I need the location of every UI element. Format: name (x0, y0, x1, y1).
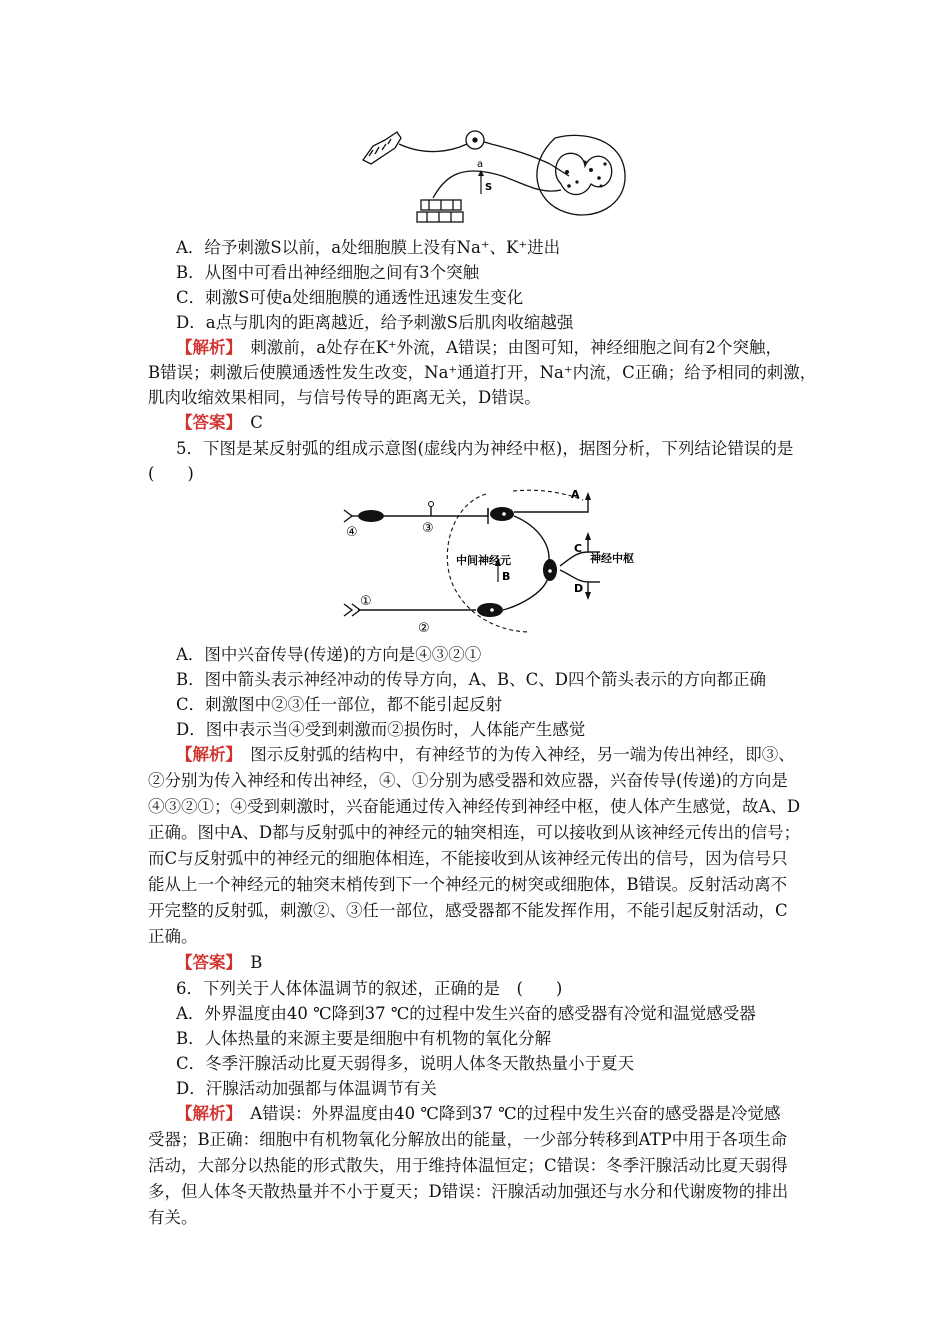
q6-analysis-line-5: 有关。 (148, 1208, 198, 1227)
q6-option-c: C．冬季汗腺活动比夏天弱得多，说明人体冬天散热量小于夏天 (176, 1054, 635, 1073)
q4-analysis-line-2: B错误；刺激后使膜通透性发生改变，Na⁺通道打开，Na⁺内流，C正确；给予相同的刺激， (148, 363, 817, 382)
q4-option-a: A．给予刺激S以前，a处细胞膜上没有Na⁺、K⁺进出 (176, 238, 561, 257)
q5-stem-line-2: ( ) (148, 464, 194, 483)
q5-stem-line-1: 5．下图是某反射弧的组成示意图(虚线内为神经中枢)，据图分析，下列结论错误的是 (176, 439, 794, 458)
q5-analysis-line-3: ④③②①；④受到刺激时，兴奋能通过传入神经传到神经中枢，使人体产生感觉，故A、D (148, 797, 801, 816)
analysis-label: 【解析】 (176, 745, 234, 764)
reflex-arc-figure (338, 486, 658, 636)
q4-answer (176, 412, 836, 434)
q5-analysis-line-4: 正确。图中A、D都与反射弧中的神经元的轴突相连，可以接收到从该神经元传出的信号； (148, 823, 801, 842)
q5-option-b: B．图中箭头表示神经冲动的传导方向，A、B、C、D四个箭头表示的方向都正确 (176, 670, 767, 689)
q5-analysis-line-1 (176, 744, 836, 766)
analysis-text: 图示反射弧的结构中，有神经节的为传入神经，另一端为传出神经，即③、 (233, 745, 795, 764)
label-a: A (571, 488, 580, 501)
q6-option-d: D．汗腺活动加强都与体温调节有关 (176, 1079, 437, 1098)
label-d: D (574, 582, 584, 595)
label-1: ① (360, 594, 372, 609)
answer-label: 【答案】 (176, 953, 234, 972)
q6-stem: 6．下列关于人体体温调节的叙述，正确的是 ( ) (176, 979, 563, 998)
q6-analysis-line-2: 受器；B正确：细胞中有机物氧化分解放出的能量，一少部分转移到ATP中用于各项生命 (148, 1130, 788, 1149)
q5-analysis-line-8: 正确。 (148, 927, 198, 946)
spinal-cord-figure (355, 126, 635, 230)
a-label: a (477, 159, 484, 170)
answer-text: C (233, 413, 263, 432)
q4-option-b: B．从图中可看出神经细胞之间有3个突触 (176, 263, 480, 282)
q6-analysis-line-1 (176, 1103, 836, 1125)
q6-analysis-line-4: 多，但人体冬天散热量并不小于夏天；D错误：汗腺活动加强还与水分和代谢废物的排出 (148, 1182, 789, 1201)
q6-option-a: A．外界温度由40 ℃降到37 ℃的过程中发生兴奋的感受器有冷觉和温觉感受器 (176, 1004, 756, 1023)
q4-analysis-line-1 (176, 337, 836, 359)
answer-label: 【答案】 (176, 413, 234, 432)
q5-analysis-line-6: 能从上一个神经元的轴突末梢传到下一个神经元的树突或细胞体，B错误。反射活动离不 (148, 875, 788, 894)
q6-option-b: B．人体热量的来源主要是细胞中有机物的氧化分解 (176, 1029, 552, 1048)
interneuron-label: 中间神经元 (456, 554, 511, 567)
q5-answer (176, 952, 836, 974)
q5-analysis-line-2: ②分别为传入神经和传出神经，④、①分别为感受器和效应器，兴奋传导(传递)的方向是 (148, 771, 788, 790)
q5-analysis-line-7: 开完整的反射弧，刺激②、③任一部位，感受器都不能发挥作用，不能引起反射活动，C (148, 901, 788, 920)
q4-analysis-line-3: 肌肉收缩效果相同，与信号传导的距离无关，D错误。 (148, 388, 541, 407)
answer-text: B (233, 953, 263, 972)
q5-option-a: A．图中兴奋传导(传递)的方向是④③②① (176, 645, 482, 664)
q4-option-d: D．a点与肌肉的距离越近，给予刺激S后肌肉收缩越强 (176, 313, 574, 332)
label-2: ② (418, 621, 430, 636)
analysis-text: A错误：外界温度由40 ℃降到37 ℃的过程中发生兴奋的感受器是冷觉感 (233, 1104, 781, 1123)
s-label: S (485, 182, 493, 193)
label-b: B (502, 570, 511, 583)
analysis-label: 【解析】 (176, 338, 234, 357)
q5-option-c: C．刺激图中②③任一部位，都不能引起反射 (176, 695, 503, 714)
label-c: C (574, 542, 583, 555)
q5-option-d: D．图中表示当④受到刺激而②损伤时，人体能产生感觉 (176, 720, 586, 739)
label-3: ③ (422, 521, 434, 536)
label-4: ④ (346, 525, 358, 540)
q6-analysis-line-3: 活动，大部分以热能的形式散失，用于维持体温恒定；C错误：冬季汗腺活动比夏天弱得 (148, 1156, 788, 1175)
analysis-text: 刺激前，a处存在K⁺外流，A错误；由图可知，神经细胞之间有2个突触， (233, 338, 783, 357)
q5-analysis-line-5: 而C与反射弧中的神经元的细胞体相连，不能接收到从该神经元传出的信号，因为信号只 (148, 849, 788, 868)
analysis-label: 【解析】 (176, 1104, 234, 1123)
q4-option-c: C．刺激S可使a处细胞膜的通透性迅速发生变化 (176, 288, 524, 307)
center-label: 神经中枢 (590, 552, 634, 565)
